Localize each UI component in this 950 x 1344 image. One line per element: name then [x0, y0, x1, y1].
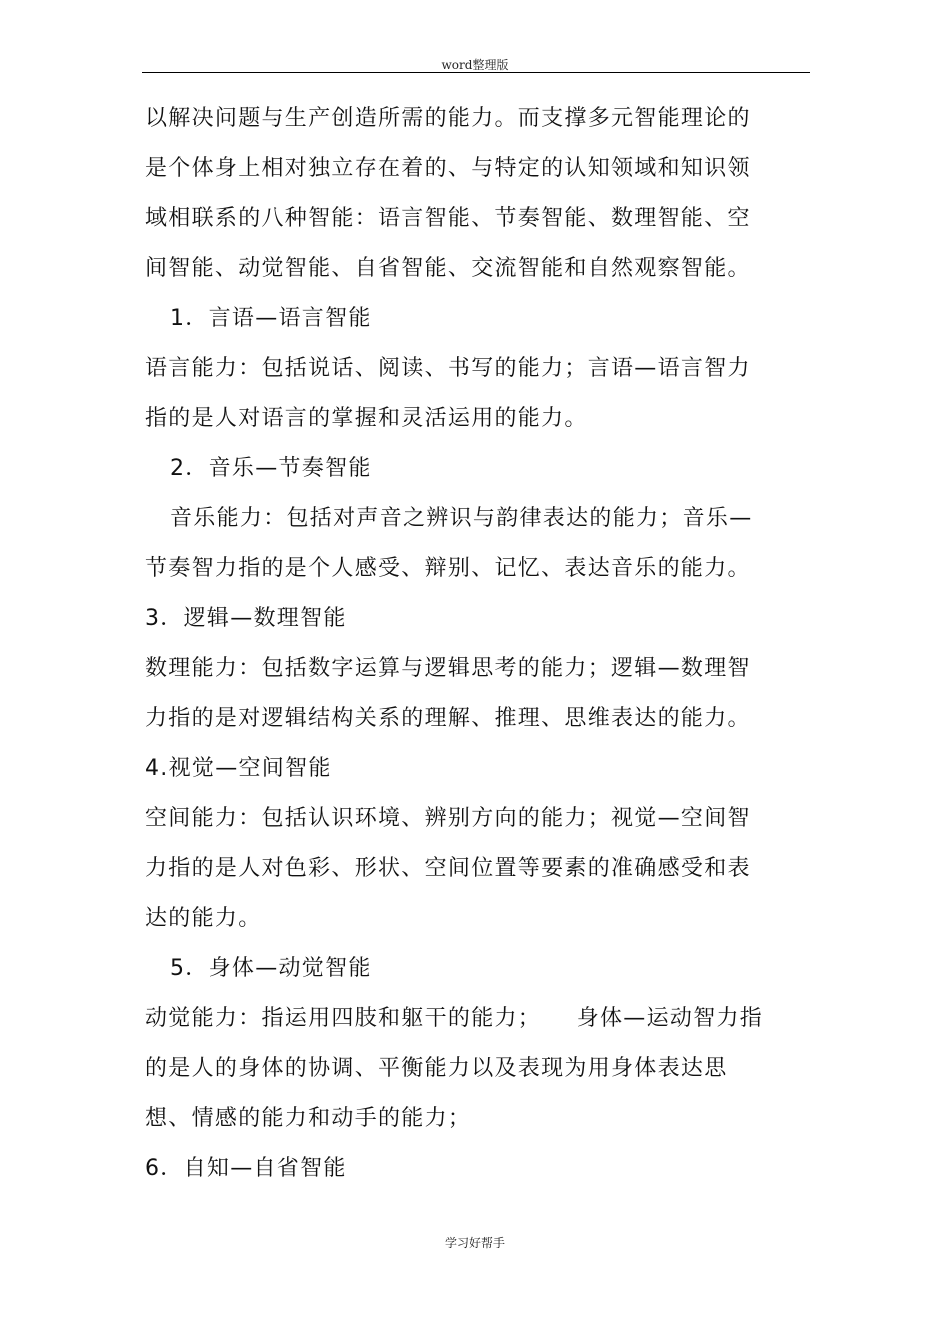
paragraph-line: 力指的是对逻辑结构关系的理解、推理、思维表达的能力。 — [145, 706, 751, 731]
paragraph-line: 空间能力：包括认识环境、辨别方向的能力；视觉—空间智 — [145, 806, 751, 831]
paragraph-line: 以解决问题与生产创造所需的能力。而支撑多元智能理论的 — [145, 106, 751, 131]
page-header: word整理版 — [441, 58, 509, 72]
page-footer: 学习好帮手 — [444, 1236, 505, 1250]
section-heading-1: 1．言语—语言智能 — [170, 306, 372, 331]
paragraph-line: 的是人的身体的协调、平衡能力以及表现为用身体表达思 — [145, 1056, 728, 1081]
paragraph-line: 力指的是人对色彩、形状、空间位置等要素的准确感受和表 — [145, 856, 751, 881]
paragraph-line: 域相联系的八种智能：语言智能、节奏智能、数理智能、空 — [145, 206, 751, 231]
section-heading-5: 5．身体—动觉智能 — [170, 956, 372, 981]
header-divider — [142, 72, 810, 73]
paragraph-line: 动觉能力：指运用四肢和躯干的能力； 身体—运动智力指 — [145, 1006, 764, 1031]
section-heading-3: 3．逻辑—数理智能 — [145, 606, 347, 631]
document-body — [145, 94, 810, 1194]
paragraph-line: 节奏智力指的是个人感受、辩别、记忆、表达音乐的能力。 — [145, 556, 751, 581]
paragraph-line: 音乐能力：包括对声音之辨识与韵律表达的能力；音乐— — [170, 506, 753, 531]
paragraph-line: 间智能、动觉智能、自省智能、交流智能和自然观察智能。 — [145, 256, 751, 281]
section-heading-4: 4.视觉—空间智能 — [145, 756, 332, 781]
paragraph-line: 语言能力：包括说话、阅读、书写的能力；言语—语言智力 — [145, 356, 751, 381]
paragraph-line: 是个体身上相对独立存在着的、与特定的认知领域和知识领 — [145, 156, 751, 181]
paragraph-line: 指的是人对语言的掌握和灵活运用的能力。 — [145, 406, 588, 431]
section-heading-6: 6．自知—自省智能 — [145, 1156, 347, 1181]
paragraph-line: 达的能力。 — [145, 906, 262, 931]
section-heading-2: 2．音乐—节奏智能 — [170, 456, 372, 481]
paragraph-line: 想、情感的能力和动手的能力； — [145, 1106, 472, 1131]
paragraph-line: 数理能力：包括数字运算与逻辑思考的能力；逻辑—数理智 — [145, 656, 751, 681]
